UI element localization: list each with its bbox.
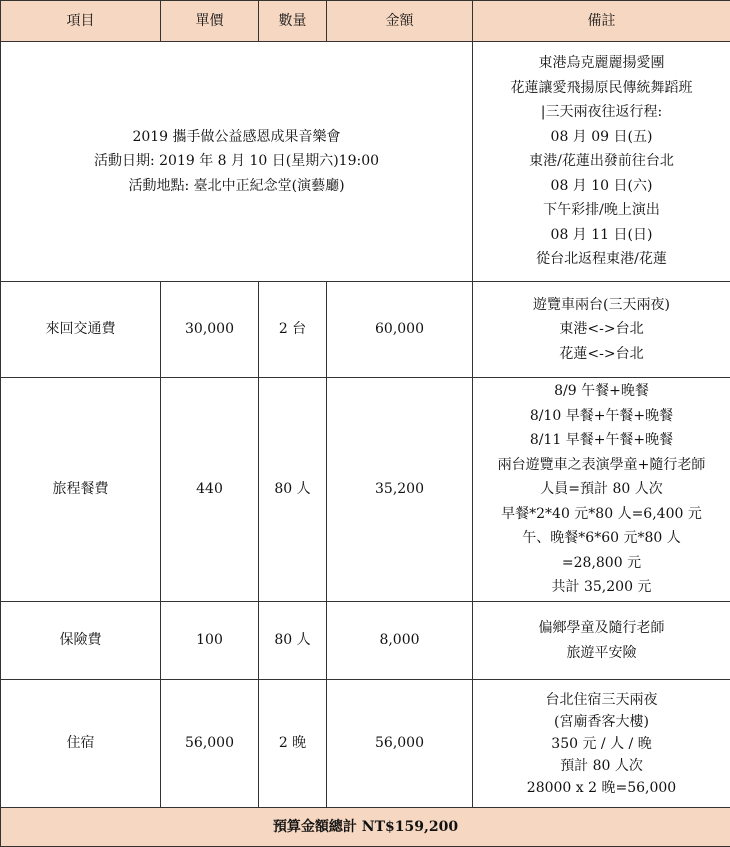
note-line: 8/10 早餐+午餐+晚餐 — [477, 404, 726, 429]
amount-cell: 8,000 — [327, 602, 473, 680]
note-line: 早餐*2*40 元*80 人=6,400 元 — [477, 502, 726, 527]
event-row — [1, 42, 730, 282]
table-row-meals — [1, 378, 730, 602]
note-line: 遊覽車兩台(三天兩夜) — [477, 293, 726, 318]
table-row-lodging — [1, 680, 730, 808]
table-row-insurance — [1, 602, 730, 680]
item-cell: 住宿 — [1, 680, 161, 808]
event-description — [1, 42, 473, 282]
table-row-transport — [1, 282, 730, 378]
total-row — [1, 808, 730, 847]
note-line: 下午彩排/晚上演出 — [477, 198, 726, 223]
note-line: 350 元 / 人 / 晚 — [477, 733, 726, 755]
note-line: 午、晚餐*6*60 元*80 人 — [477, 526, 726, 551]
note-line: 28000 x 2 晚=56,000 — [477, 777, 726, 799]
unit-price-cell: 56,000 — [161, 680, 259, 808]
event-venue: 活動地點: 臺北中正紀念堂(演藝廳) — [5, 174, 468, 199]
header-item: 項目 — [1, 1, 161, 42]
event-title: 2019 攜手做公益感恩成果音樂會 — [5, 125, 468, 150]
header-row — [1, 1, 730, 42]
quantity-cell: 80 人 — [259, 378, 327, 602]
unit-price-cell: 440 — [161, 378, 259, 602]
unit-price-cell: 100 — [161, 602, 259, 680]
note-line: 花蓮<->台北 — [477, 342, 726, 367]
note-line: 08 月 11 日(日) — [477, 223, 726, 248]
notes-cell — [473, 602, 730, 680]
note-line: 花蓮讓愛飛揚原民傳統舞蹈班 — [477, 76, 726, 101]
amount-cell: 56,000 — [327, 680, 473, 808]
note-line: 東港烏克麗麗揚愛團 — [477, 51, 726, 76]
note-line: 預計 80 人次 — [477, 755, 726, 777]
note-line: (宮廟香客大樓) — [477, 711, 726, 733]
event-notes — [473, 42, 730, 282]
note-line: 共計 35,200 元 — [477, 575, 726, 600]
quantity-cell: 2 晚 — [259, 680, 327, 808]
header-unit-price: 單價 — [161, 1, 259, 42]
notes-cell — [473, 282, 730, 378]
note-line: 台北住宿三天兩夜 — [477, 689, 726, 711]
note-line: 東港/花蓮出發前往台北 — [477, 149, 726, 174]
event-date: 活動日期: 2019 年 8 月 10 日(星期六)19:00 — [5, 149, 468, 174]
amount-cell: 35,200 — [327, 378, 473, 602]
quantity-cell: 2 台 — [259, 282, 327, 378]
note-line: 人員=預計 80 人次 — [477, 477, 726, 502]
note-line: 旅遊平安險 — [477, 641, 726, 666]
note-line: =28,800 元 — [477, 551, 726, 576]
amount-cell: 60,000 — [327, 282, 473, 378]
note-line: 東港<->台北 — [477, 317, 726, 342]
note-line: 8/9 午餐+晚餐 — [477, 379, 726, 404]
header-amount: 金額 — [327, 1, 473, 42]
header-quantity: 數量 — [259, 1, 327, 42]
item-cell: 旅程餐費 — [1, 378, 161, 602]
note-line: 從台北返程東港/花蓮 — [477, 247, 726, 272]
notes-cell — [473, 378, 730, 602]
unit-price-cell: 30,000 — [161, 282, 259, 378]
note-line: 08 月 09 日(五) — [477, 125, 726, 150]
budget-total: 預算金額總計 NT$159,200 — [1, 808, 730, 847]
note-line: 偏鄉學童及隨行老師 — [477, 616, 726, 641]
note-line: 兩台遊覽車之表演學童+隨行老師 — [477, 453, 726, 478]
note-line: 8/11 早餐+午餐+晚餐 — [477, 428, 726, 453]
notes-cell — [473, 680, 730, 808]
note-line: 08 月 10 日(六) — [477, 174, 726, 199]
note-line: |三天兩夜往返行程: — [477, 100, 726, 125]
quantity-cell: 80 人 — [259, 602, 327, 680]
item-cell: 來回交通費 — [1, 282, 161, 378]
header-notes: 備註 — [473, 1, 730, 42]
item-cell: 保險費 — [1, 602, 161, 680]
